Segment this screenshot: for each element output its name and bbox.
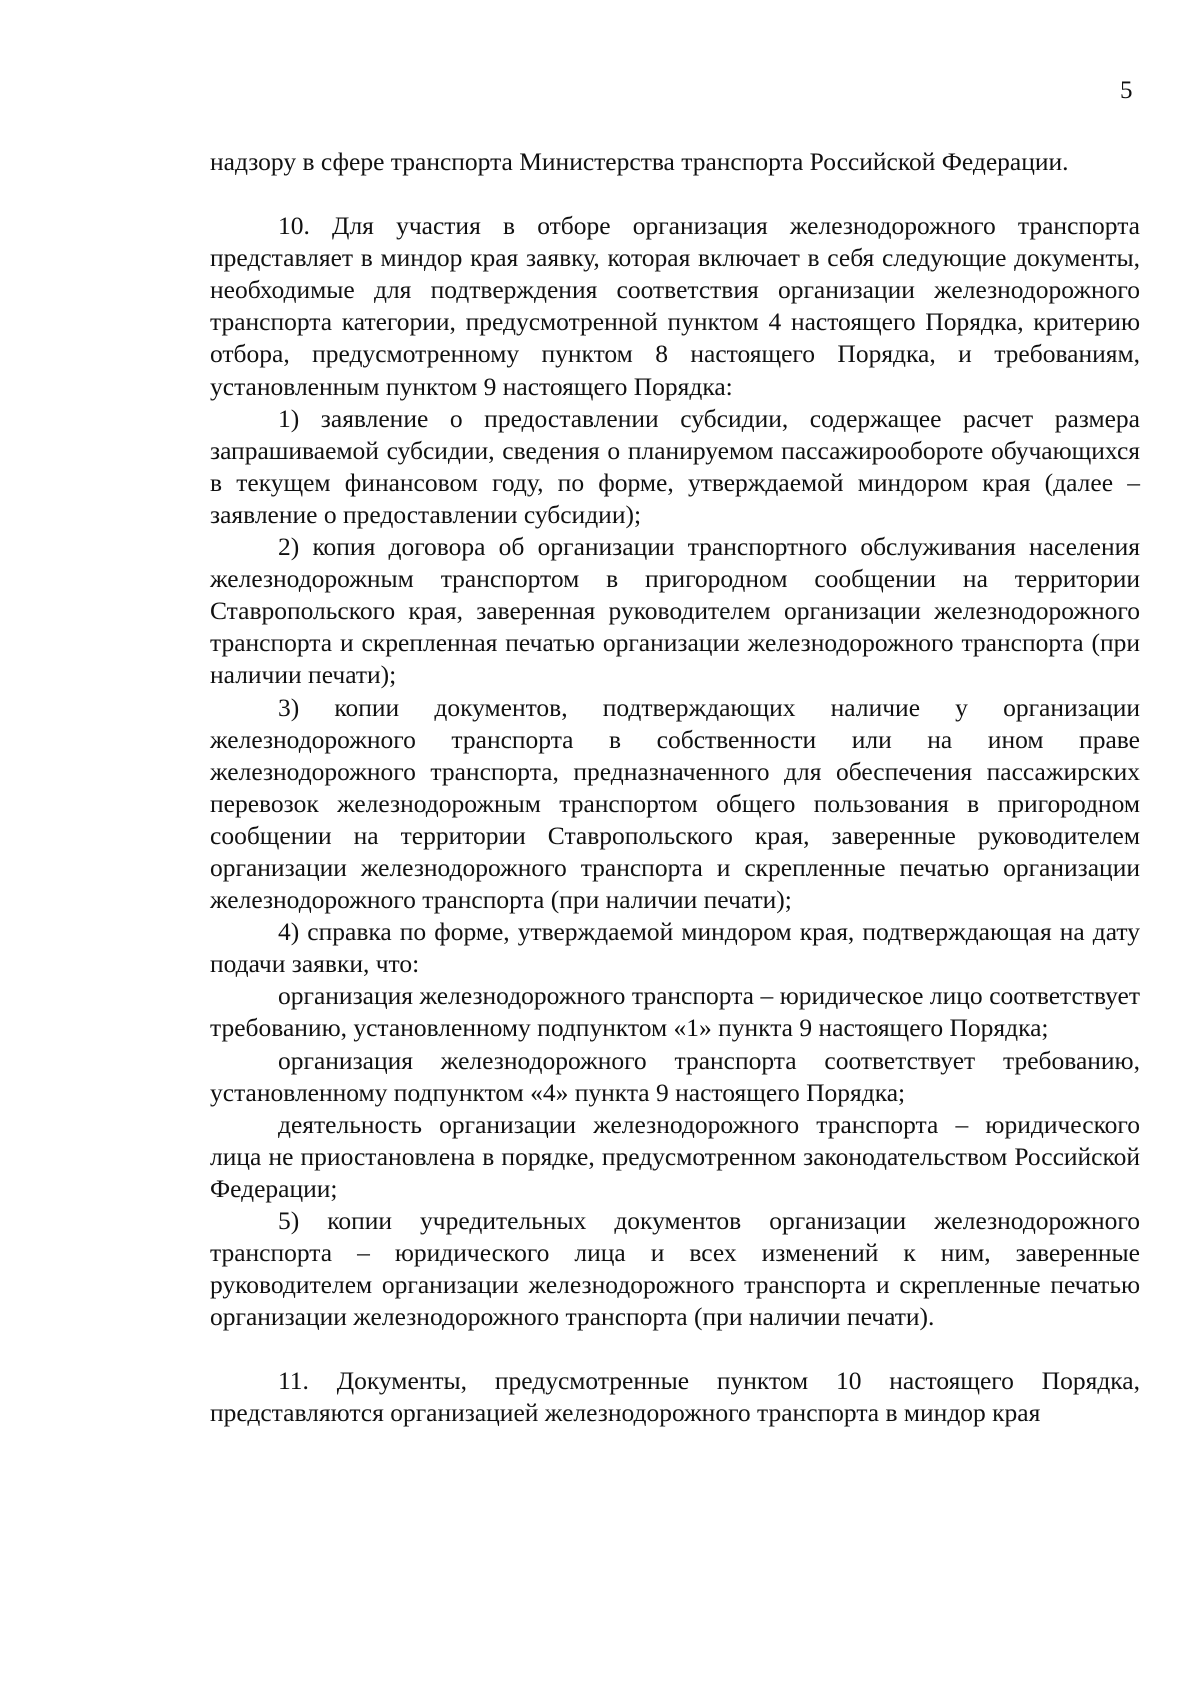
page-number: 5 [1120, 77, 1133, 104]
paragraph-subitem-4-clause-b: организация железнодорожного транспорта соответствует требованию, установленному подпунктом «4» пункта 9 настоящего Порядка; [210, 1045, 1140, 1107]
paragraph-subitem-4-clause-a: организация железнодорожного транспорта – юридическое лицо соответствует требованию, установленному подпунктом «1» пункта 9 настоящего Порядка; [210, 981, 1140, 1043]
paragraph-item-10: 10. Для участия в отборе организация железнодорожного транспорта представляет в миндор края заявку, которая включает в себя следующие документы, необходимые для подтверждения соответствия организации железнодорожного транспорта категории, предусмотренной пунктом 4 настоящего Порядка, критерию отбора, предусмотренному пунктом 8 настоящего Порядка, и требованиям, установленным пунктом 9 настоящего Порядка: [210, 211, 1140, 401]
paragraph-subitem-3: 3) копии документов, подтверждающих наличие у организации железнодорожного транспорта в собственности или на ином праве железнодорожного транспорта, предназначенного для обеспечения пассажирских перевозок железнодорожным транспортом общего пользования в пригородном сообщении на территории Ставропольского края, заверенные руководителем организации железнодорожного транспорта и скрепленные печатью организации железнодорожного транспорта (при наличии печати); [210, 692, 1140, 915]
paragraph-subitem-4-clause-c: деятельность организации железнодорожного транспорта – юридического лица не приостановлена в порядке, предусмотренном законодательством Российской Федерации; [210, 1109, 1140, 1203]
paragraph-subitem-1: 1) заявление о предоставлении субсидии, содержащее расчет размера запрашиваемой субсидии, сведения о планируемом пассажирообороте обучающихся в текущем финансовом году, по форме, утверждаемой миндором края (далее – заявление о предоставлении субсидии); [210, 403, 1140, 529]
paragraph-subitem-2: 2) копия договора об организации транспортного обслуживания населения железнодорожным транспортом в пригородном сообщении на территории Ставропольского края, заверенная руководителем организации железнодорожного транспорта и скрепленная печатью организации железнодорожного транспорта (при наличии печати); [210, 532, 1140, 690]
paragraph-subitem-5: 5) копии учредительных документов организации железнодорожного транспорта – юридического лица и всех изменений к ним, заверенные руководителем организации железнодорожного транспорта и скрепленные печатью организации железнодорожного транспорта (при наличии печати). [210, 1206, 1140, 1332]
document-body [210, 146, 1140, 1430]
paragraph-subitem-4: 4) справка по форме, утверждаемой миндором края, подтверждающая на дату подачи заявки, что: [210, 917, 1140, 979]
paragraph-item-11: 11. Документы, предусмотренные пунктом 10 настоящего Порядка, представляются организацией железнодорожного транспорта в миндор края [210, 1366, 1140, 1428]
paragraph-continuation: надзору в сфере транспорта Министерства транспорта Российской Федерации. [210, 147, 1069, 176]
paragraph-gap [210, 178, 1140, 210]
paragraph-gap [210, 1333, 1140, 1365]
